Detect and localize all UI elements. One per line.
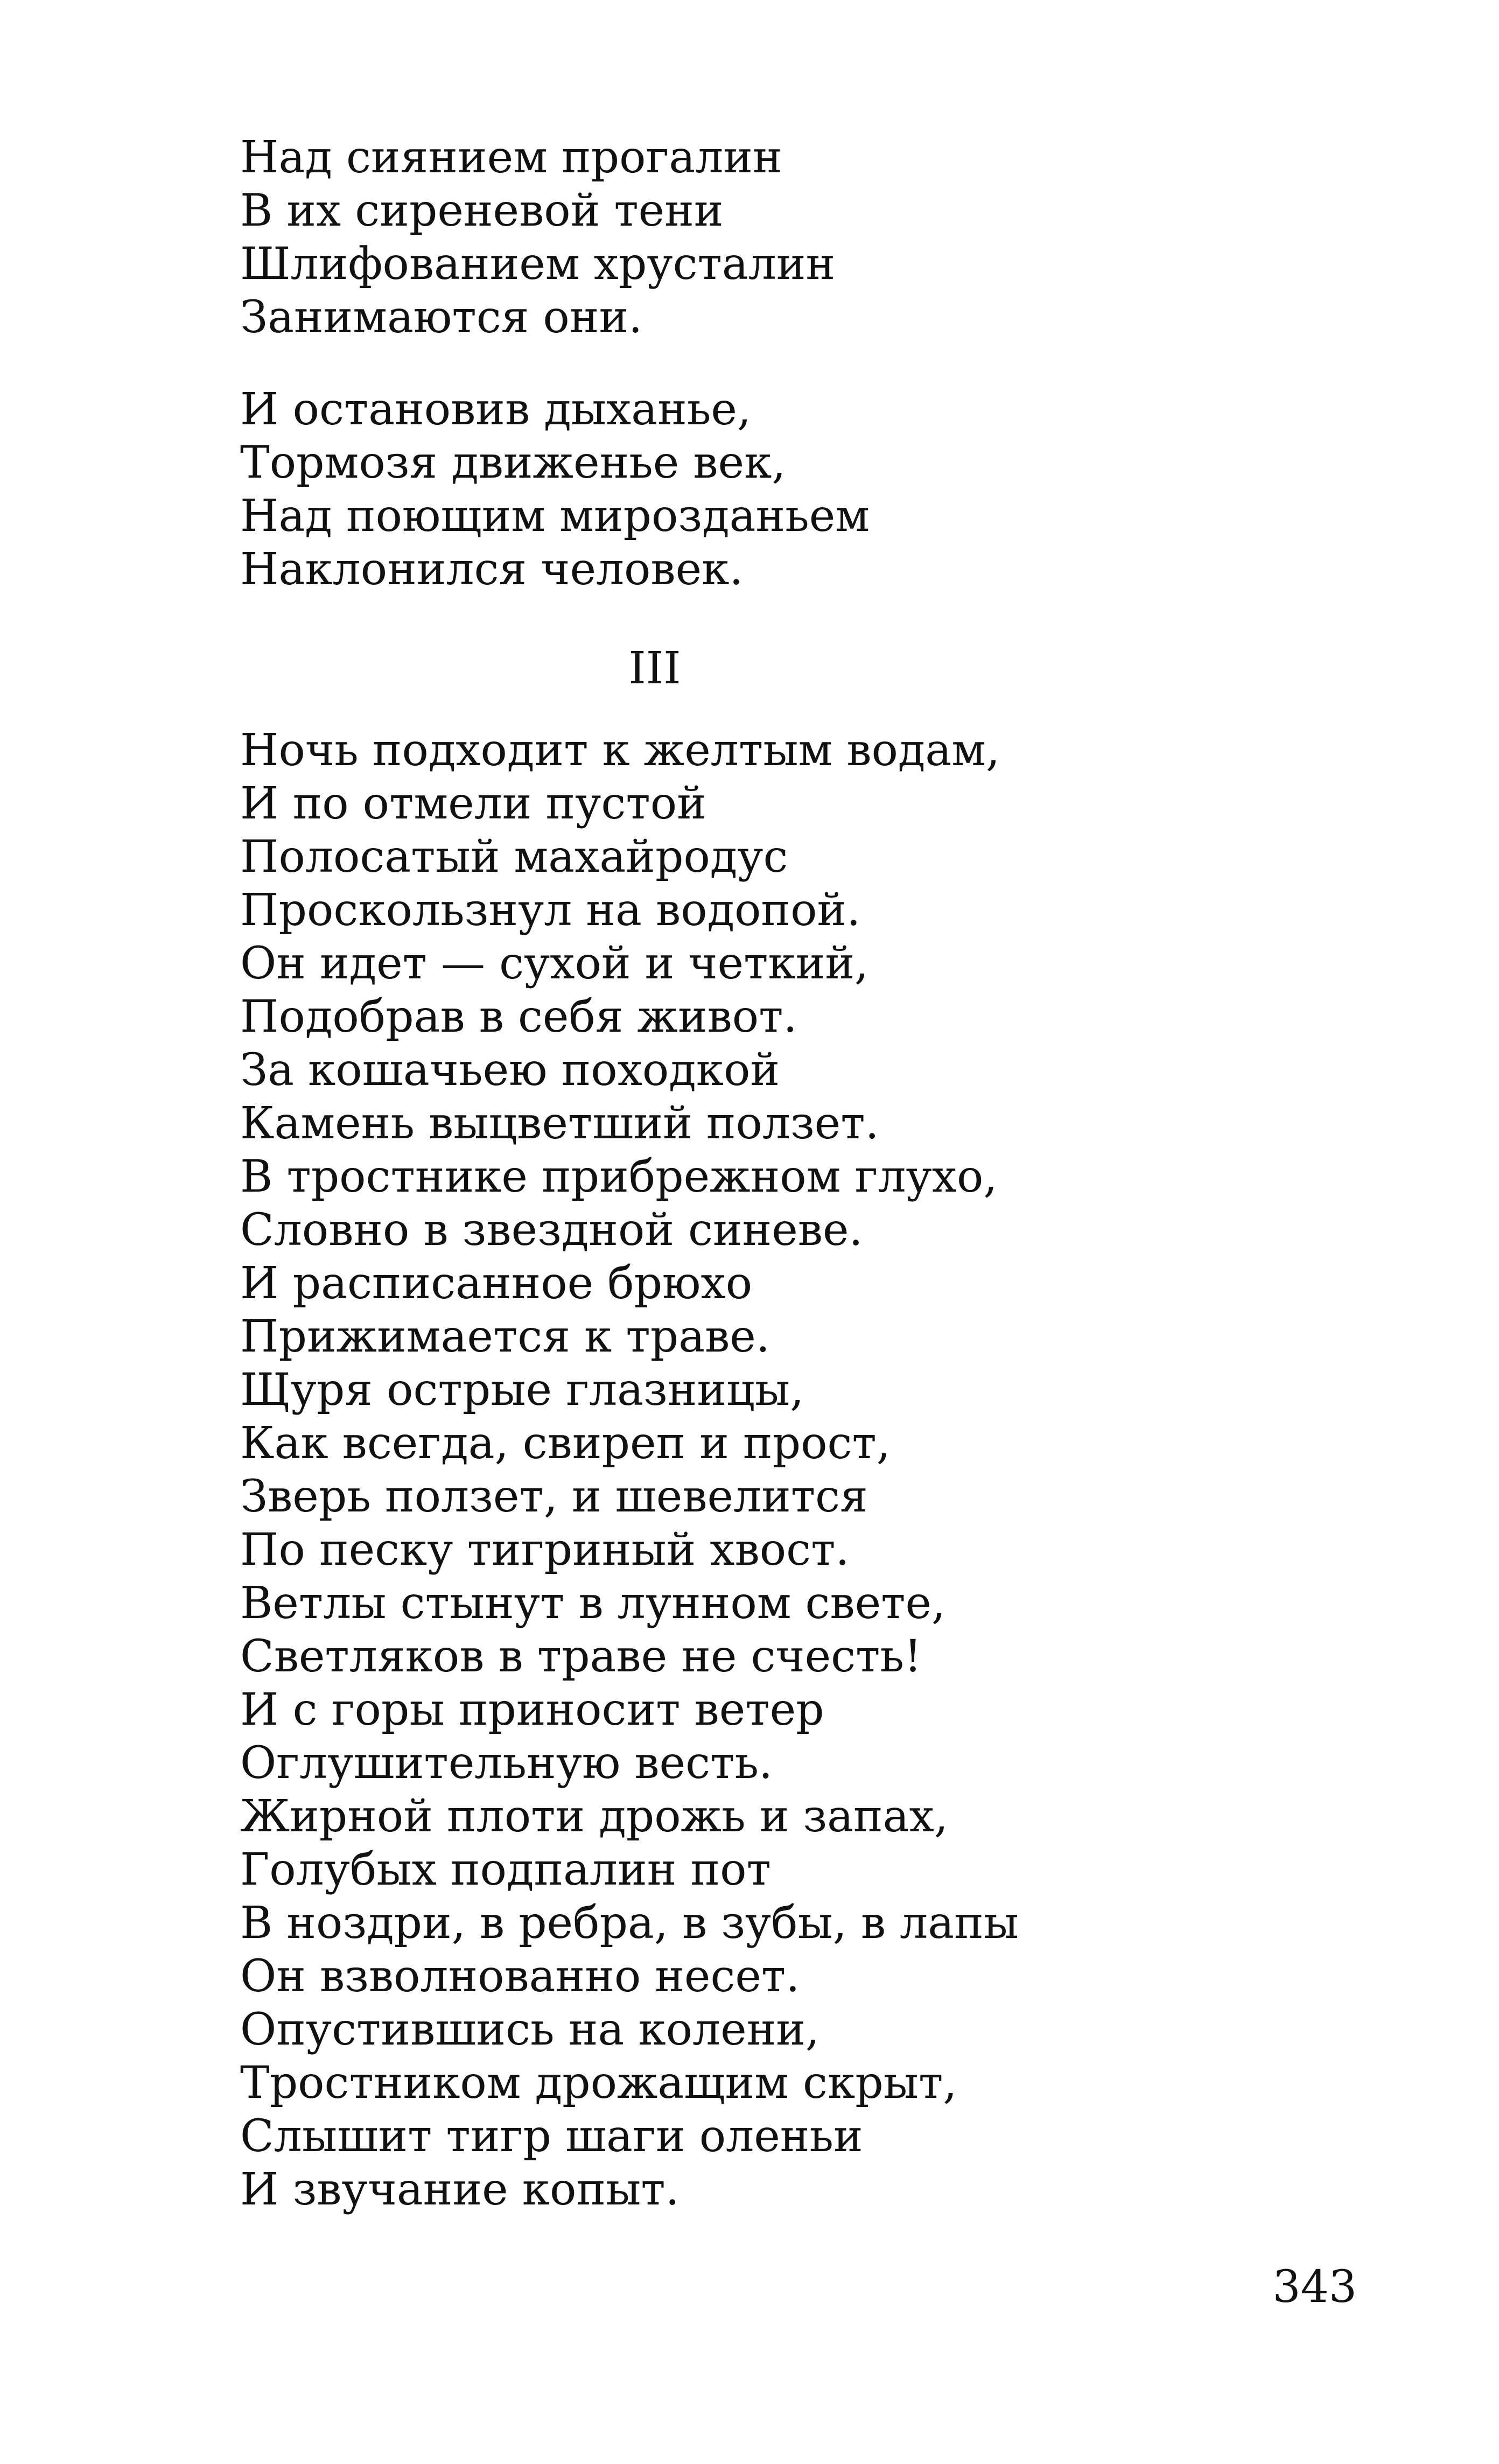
verse-line: В тростнике прибрежном глухо, bbox=[240, 1151, 998, 1202]
verse-line: Тормозя движенье век, bbox=[240, 437, 786, 488]
verse-line: Голубых подпалин пот bbox=[240, 1844, 771, 1895]
verse-line: Он взволнованно несет. bbox=[240, 1951, 800, 2002]
verse-line: Он идет — сухой и четкий, bbox=[240, 938, 869, 989]
verse-line: Опустившись на колени, bbox=[240, 2004, 819, 2055]
verse-line: Оглушительную весть. bbox=[240, 1738, 773, 1789]
verse-line: Камень выцветший ползет. bbox=[240, 1098, 879, 1149]
verse-line: Ночь подходит к желтым водам, bbox=[240, 725, 1000, 776]
verse-line: Ветлы стынут в лунном свете, bbox=[240, 1578, 946, 1629]
verse-line: За кошачьею походкой bbox=[240, 1045, 780, 1096]
verse-line: И остановив дыханье, bbox=[240, 384, 751, 435]
verse-line: Подобрав в себя живот. bbox=[240, 991, 797, 1042]
stanza-2 bbox=[240, 383, 870, 596]
verse-line: Словно в звездной синеве. bbox=[240, 1205, 863, 1256]
verse-line: Наклонился человек. bbox=[240, 544, 744, 595]
verse-line: В их сиреневой тени bbox=[240, 185, 724, 236]
verse-line: Прижимается к траве. bbox=[240, 1311, 770, 1362]
verse-line: Жирной плоти дрожь и запах, bbox=[240, 1791, 948, 1842]
verse-line: Занимаются они. bbox=[240, 292, 643, 343]
verse-line: Слышит тигр шаги оленьи bbox=[240, 2111, 863, 2162]
section-number: III bbox=[628, 643, 681, 694]
verse-line: Светляков в траве не счесть! bbox=[240, 1631, 922, 1682]
verse-line: По песку тигриный хвост. bbox=[240, 1524, 850, 1576]
verse-line: В ноздри, в ребра, в зубы, в лапы bbox=[240, 1898, 1019, 1949]
verse-line: Как всегда, свиреп и прост, bbox=[240, 1418, 891, 1469]
verse-line: Тростником дрожащим скрыт, bbox=[240, 2057, 957, 2109]
verse-line: И с горы приносит ветер bbox=[240, 1684, 824, 1735]
verse-line: Проскользнул на водопой. bbox=[240, 885, 861, 936]
page-number: 343 bbox=[1272, 2262, 1357, 2313]
verse-line: Зверь ползет, и шевелится bbox=[240, 1471, 868, 1522]
stanza-1 bbox=[240, 131, 835, 344]
stanza-3 bbox=[240, 724, 1019, 2216]
verse-line: Над поющим мирозданьем bbox=[240, 491, 870, 542]
verse-line: Щуря острые глазницы, bbox=[240, 1364, 804, 1416]
verse-line: И расписанное брюхо bbox=[240, 1258, 753, 1309]
verse-line: Шлифованием хрусталин bbox=[240, 239, 836, 290]
verse-line: И звучание копыт. bbox=[240, 2164, 680, 2215]
verse-line: Над сиянием прогалин bbox=[240, 132, 782, 183]
verse-line: И по отмели пустой bbox=[240, 778, 706, 829]
verse-line: Полосатый махайродус bbox=[240, 831, 788, 883]
